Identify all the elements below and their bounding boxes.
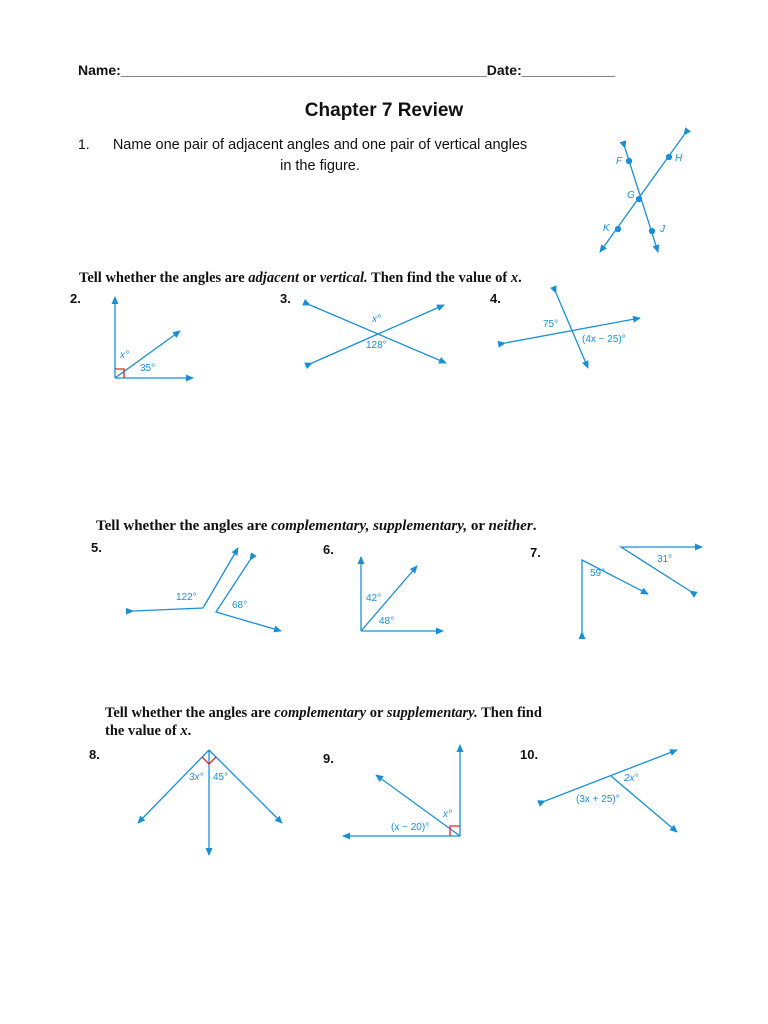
p3-label-x: x° <box>372 314 381 325</box>
question-1-figure <box>600 135 684 252</box>
problem-5-figure <box>133 548 281 631</box>
p10-label-expr: (3x + 25)° <box>576 794 620 805</box>
problem-4-number: 4. <box>490 291 501 306</box>
p2-label-35: 35° <box>140 363 156 374</box>
problem-8-number: 8. <box>89 747 100 762</box>
section-2-instruction: Tell whether the angles are complementary, supplementary, or neither. <box>96 518 537 534</box>
date-field[interactable]: Date:____________ <box>486 62 616 78</box>
p8-label-3x: 3x° <box>189 772 204 783</box>
section-1-instruction: Tell whether the angles are adjacent or vertical. Then find the value of x. <box>79 270 522 286</box>
problem-7-figure <box>582 547 702 632</box>
problem-3-number: 3. <box>280 291 291 306</box>
question-1-number: 1. <box>78 136 90 152</box>
section-3-instruction-line-2: the value of x. <box>105 723 192 739</box>
p7-label-59: 59° <box>590 568 606 579</box>
problem-6-number: 6. <box>323 542 334 557</box>
problem-5-number: 5. <box>91 540 102 555</box>
q1-label-g: G <box>627 190 635 201</box>
p2-label-x: x° <box>120 350 129 361</box>
question-1-text: Name one pair of adjacent angles and one pair of vertical angles in the figure. <box>112 137 528 174</box>
problem-7-number: 7. <box>530 545 541 560</box>
q1-label-f: F <box>616 156 623 167</box>
q1-label-k: K <box>603 223 610 234</box>
p10-label-2x: 2x° <box>624 773 639 784</box>
p6-label-48: 48° <box>379 616 395 627</box>
problem-4-figure <box>505 293 640 368</box>
p8-label-45: 45° <box>213 772 229 783</box>
problem-10-number: 10. <box>520 747 539 762</box>
p9-label-x: x° <box>443 809 452 820</box>
p4-label-expr: (4x − 25)° <box>582 334 626 345</box>
p7-label-31: 31° <box>657 554 673 565</box>
problem-9-number: 9. <box>323 751 334 766</box>
page-title: Chapter 7 Review <box>304 100 464 121</box>
problem-10-figure <box>545 750 677 832</box>
p5-label-68: 68° <box>232 600 248 611</box>
p9-label-expr: (x − 20)° <box>391 822 430 833</box>
q1-label-j: J <box>660 224 665 235</box>
p5-label-122: 122° <box>176 592 197 603</box>
p3-label-128: 128° <box>366 340 387 351</box>
problem-2-number: 2. <box>70 291 81 306</box>
problem-8-figure <box>138 750 282 855</box>
section-3-instruction-line-1: Tell whether the angles are complementary or supplementary. Then find <box>105 705 542 721</box>
p4-label-75: 75° <box>543 319 559 330</box>
q1-label-h: H <box>675 153 683 164</box>
name-field[interactable]: Name:_______________________________________________ <box>78 62 487 78</box>
p6-label-42: 42° <box>366 593 382 604</box>
